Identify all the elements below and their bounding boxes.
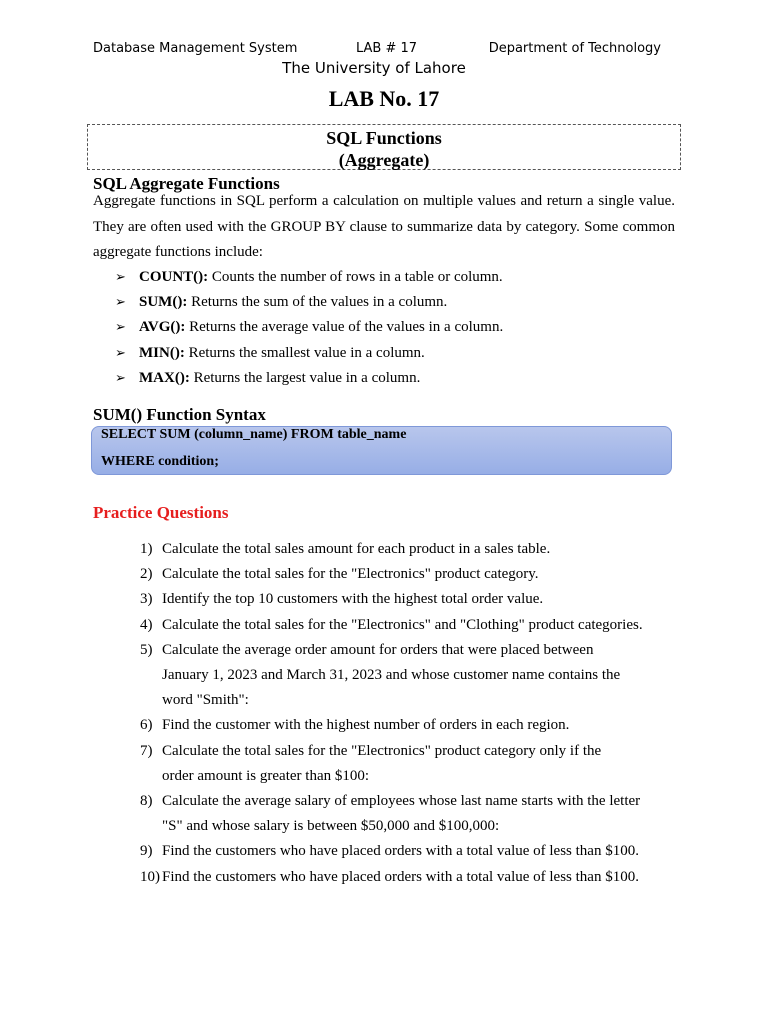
syntax-heading: SUM() Function Syntax <box>93 405 266 424</box>
question-text-line: Find the customers who have placed orders with a total value of less than $100. <box>162 843 639 860</box>
question-number: 1) <box>140 541 153 557</box>
practice-question-list <box>140 537 680 890</box>
arrowhead-right-icon: ➢ <box>115 270 126 285</box>
question-text-line: Calculate the total sales for the "Electronics" and "Clothing" product categories. <box>162 616 643 633</box>
arrowhead-right-icon: ➢ <box>115 370 126 386</box>
function-name: MAX(): <box>139 369 190 386</box>
question-text-line: "S" and whose salary is between $50,000 and $100,000: <box>162 818 500 835</box>
question-number: 6) <box>140 717 153 734</box>
header-department: Department of Technology <box>488 41 661 56</box>
syntax-code-box <box>91 426 672 475</box>
question-text-line: order amount is greater than $100: <box>162 767 370 784</box>
aggregate-heading: SQL Aggregate Functions <box>93 174 280 193</box>
practice-question <box>140 638 680 714</box>
question-number: 5) <box>140 641 153 658</box>
practice-question <box>140 562 680 587</box>
practice-question <box>140 587 680 612</box>
question-number: 4) <box>140 616 153 633</box>
header-course-name: Database Management System <box>93 41 298 56</box>
question-number: 10) <box>140 868 160 885</box>
function-name: COUNT(): <box>139 269 209 285</box>
topic-box <box>87 124 681 170</box>
question-text-line: Calculate the total sales amount for each product in a sales table. <box>162 541 551 557</box>
practice-question <box>140 789 680 839</box>
practice-question <box>140 839 680 864</box>
practice-question <box>140 537 680 562</box>
header-lab-number: LAB # 17 <box>356 41 418 56</box>
function-description: Returns the average value of the values in a column. <box>185 319 504 336</box>
question-text-line: Calculate the average salary of employees whose last name starts with the letter <box>162 793 641 810</box>
function-description: Returns the sum of the values in a column. <box>187 294 448 311</box>
aggregate-function-item <box>115 366 503 391</box>
question-text-line: Find the customer with the highest number of orders in each region. <box>162 717 570 734</box>
question-text-line: word "Smith": <box>162 692 249 709</box>
arrowhead-right-icon: ➢ <box>115 345 126 361</box>
page-header <box>93 41 661 59</box>
code-line-2: WHERE condition; <box>101 454 219 469</box>
practice-heading: Practice Questions <box>93 503 229 522</box>
question-text-line: Identify the top 10 customers with the highest total order value. <box>162 591 544 608</box>
question-number: 9) <box>140 843 153 860</box>
question-text-line: Calculate the total sales for the "Electronics" product category only if the <box>162 742 602 759</box>
practice-question <box>140 739 680 789</box>
function-description: Returns the largest value in a column. <box>189 369 421 386</box>
topic-line-2: (Aggregate) <box>338 150 430 170</box>
code-line-1: SELECT SUM (column_name) FROM table_name <box>101 427 407 442</box>
aggregate-paragraph: Aggregate functions in SQL perform a calculation on multiple values and return a single value. They are often used with the GROUP BY clause to summarize data by category. Some common aggregate functions include: <box>93 193 675 260</box>
aggregate-function-list <box>115 265 503 391</box>
question-number: 7) <box>140 742 153 759</box>
question-number: 3) <box>140 591 153 608</box>
aggregate-function-item <box>115 341 503 366</box>
lab-title: LAB No. 17 <box>328 86 440 111</box>
practice-question <box>140 613 680 638</box>
aggregate-function-item <box>115 290 503 315</box>
arrowhead-right-icon: ➢ <box>115 295 126 311</box>
function-description: Returns the smallest value in a column. <box>184 344 425 361</box>
question-text-line: Calculate the average order amount for orders that were placed between <box>162 641 594 658</box>
question-text-line: Calculate the total sales for the "Electronics" product category. <box>162 566 539 583</box>
aggregate-function-item <box>115 265 503 290</box>
header-university: The University of Lahore <box>282 59 466 77</box>
function-description: Counts the number of rows in a table or column. <box>208 269 503 285</box>
function-name: AVG(): <box>139 319 186 336</box>
practice-question <box>140 865 680 890</box>
aggregate-function-item <box>115 315 503 340</box>
question-text-line: Find the customers who have placed orders with a total value of less than $100. <box>162 868 639 885</box>
topic-line-1: SQL Functions <box>326 128 442 148</box>
function-name: SUM(): <box>139 294 188 311</box>
question-number: 8) <box>140 793 153 810</box>
arrowhead-right-icon: ➢ <box>115 320 126 336</box>
question-number: 2) <box>140 566 153 583</box>
function-name: MIN(): <box>139 344 185 361</box>
question-text-line: January 1, 2023 and March 31, 2023 and whose customer name contains the <box>162 667 621 684</box>
practice-question <box>140 713 680 738</box>
